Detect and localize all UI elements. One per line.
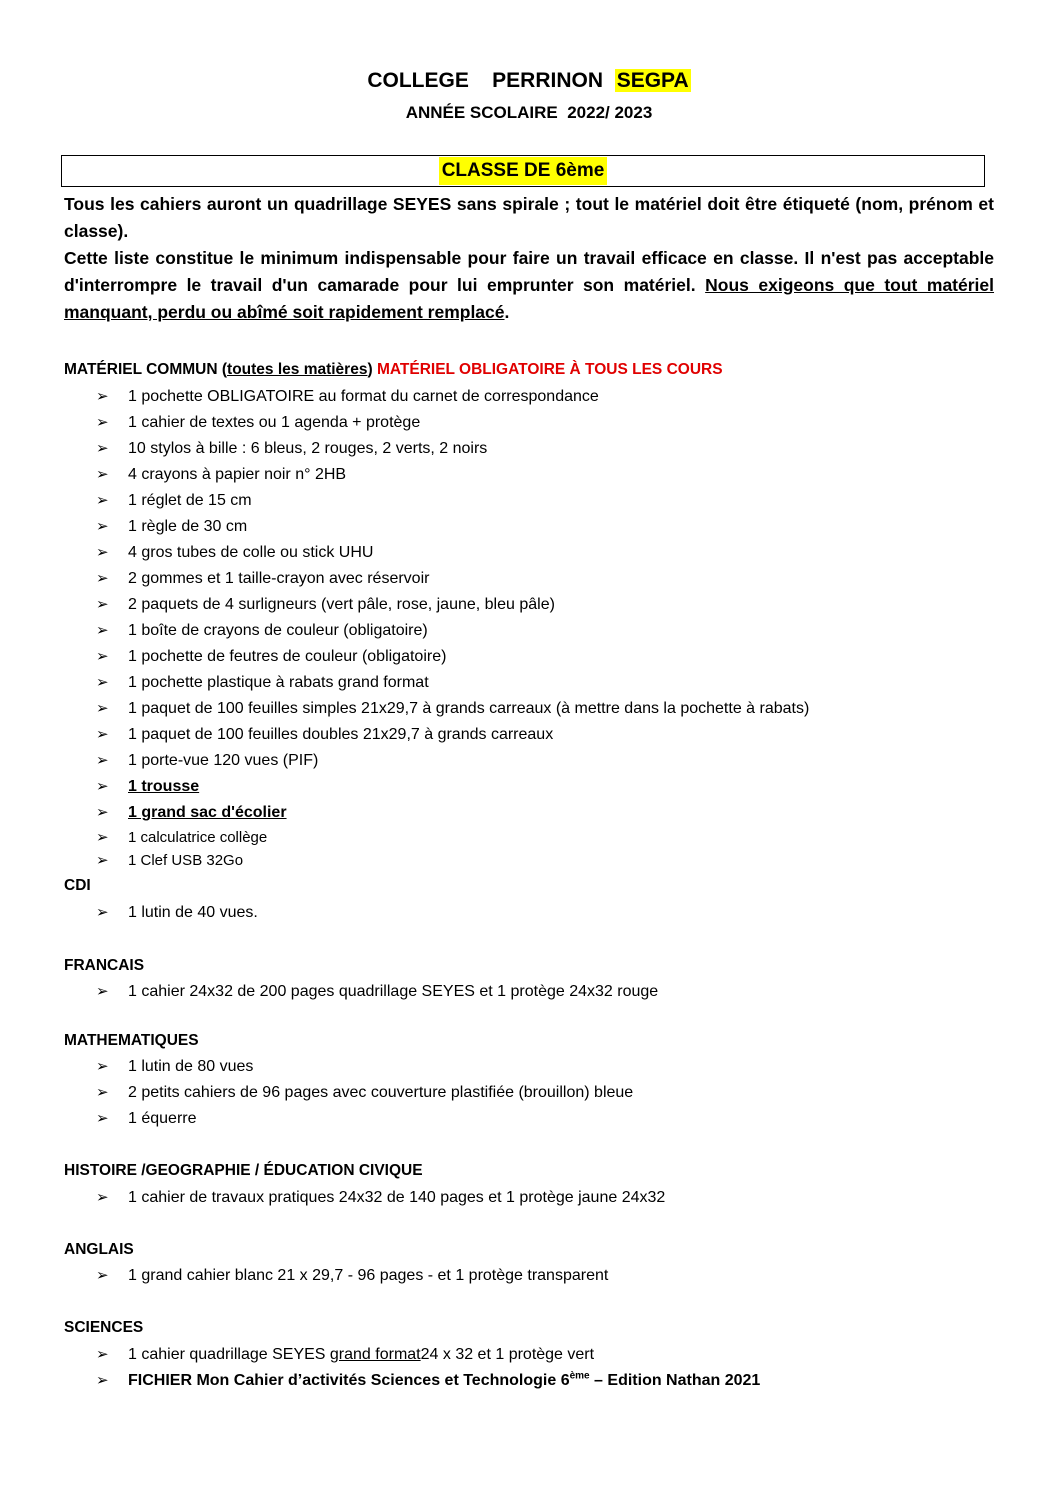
item-text: 4 crayons à papier noir n° 2HB	[128, 466, 347, 483]
list-item	[96, 1185, 665, 1211]
list-item	[96, 722, 809, 748]
arrowhead-bullet-icon: ➢	[96, 414, 109, 431]
list-item	[96, 462, 809, 488]
item-text: 1 grand sac d'écolier	[128, 804, 287, 821]
arrowhead-bullet-icon: ➢	[96, 674, 109, 691]
list-item	[96, 774, 809, 800]
item-superscript: ème	[569, 1370, 590, 1382]
arrowhead-bullet-icon: ➢	[96, 440, 109, 457]
list-item	[96, 826, 267, 849]
list-item	[96, 696, 809, 722]
arrowhead-bullet-icon: ➢	[96, 1110, 109, 1127]
arrowhead-bullet-icon: ➢	[96, 778, 109, 795]
list-item	[96, 644, 809, 670]
title-text: COLLEGE PERRINON	[367, 69, 615, 92]
arrowhead-bullet-icon: ➢	[96, 388, 109, 405]
arrowhead-bullet-icon: ➢	[96, 1084, 109, 1101]
list-item	[96, 670, 809, 696]
item-text: 1 cahier quadrillage SEYES	[128, 1346, 330, 1363]
list-item	[96, 800, 809, 826]
arrowhead-bullet-icon: ➢	[96, 829, 109, 846]
item-text: 1 boîte de crayons de couleur (obligatoire)	[128, 622, 428, 639]
list-item	[96, 1054, 633, 1080]
item-text: 1 porte-vue 120 vues (PIF)	[128, 752, 319, 769]
francais-list	[96, 979, 658, 1005]
item-text: 1 grand cahier blanc 21 x 29,7 - 96 pages - et 1 protège transparent	[128, 1267, 609, 1284]
list-item	[96, 748, 809, 774]
item-text: 2 petits cahiers de 96 pages avec couverture plastifiée (brouillon) bleue	[128, 1084, 634, 1101]
cdi-list	[96, 900, 258, 926]
arrowhead-bullet-icon: ➢	[96, 700, 109, 717]
maths-list	[96, 1054, 633, 1132]
arrowhead-bullet-icon: ➢	[96, 752, 109, 769]
arrowhead-bullet-icon: ➢	[96, 1267, 109, 1284]
item-text: FICHIER Mon Cahier d’activités Sciences et Technologie 6	[128, 1372, 570, 1389]
list-item	[96, 410, 809, 436]
list-item	[96, 514, 809, 540]
list-item	[96, 1263, 608, 1289]
intro-paragraph-1: Tous les cahiers auront un quadrillage SEYES sans spirale ; tout le matériel doit être étiqueté (nom, prénom et classe).	[64, 194, 994, 241]
intro-p2-underlined: Nous exigeons que tout matériel manquant, perdu ou abîmé soit rapidement remplacé	[64, 275, 995, 322]
item-text: 1 lutin de 40 vues.	[128, 904, 258, 921]
item-text: 1 lutin de 80 vues	[128, 1058, 254, 1075]
sciences-list	[96, 1342, 760, 1394]
intro-text	[64, 191, 994, 326]
list-item	[96, 1342, 760, 1368]
materiel-commun-list	[96, 384, 809, 826]
heading-underlined: toutes les matières	[227, 361, 368, 378]
section-heading-francais: FRANCAIS	[64, 957, 145, 974]
list-item	[96, 436, 809, 462]
class-label: CLASSE DE 6ème	[439, 157, 608, 185]
school-year: ANNÉE SCOLAIRE 2022/ 2023	[405, 103, 653, 122]
list-item	[96, 592, 809, 618]
list-item	[96, 1080, 633, 1106]
arrowhead-bullet-icon: ➢	[96, 1058, 109, 1075]
item-text: 1 pochette de feutres de couleur (obligatoire)	[128, 648, 447, 665]
list-item	[96, 488, 809, 514]
section-heading-sciences: SCIENCES	[64, 1319, 144, 1336]
histoire-list	[96, 1185, 665, 1211]
item-text: 2 gommes et 1 taille-crayon avec réservoir	[128, 570, 430, 587]
item-text-end: – Edition Nathan 2021	[589, 1372, 761, 1389]
list-item	[96, 979, 658, 1005]
item-text: 1 équerre	[128, 1110, 197, 1127]
arrowhead-bullet-icon: ➢	[96, 1346, 109, 1363]
list-item	[96, 618, 809, 644]
item-text: 1 paquet de 100 feuilles simples 21x29,7 à grands carreaux (à mettre dans la pochette à rabats)	[128, 700, 810, 717]
item-text-underlined: grand format	[329, 1346, 421, 1363]
title-highlight: SEGPA	[616, 69, 689, 92]
list-item	[96, 1368, 760, 1394]
item-text: 2 paquets de 4 surligneurs (vert pâle, rose, jaune, bleu pâle)	[128, 596, 555, 613]
intro-paragraph-2	[64, 245, 994, 326]
item-text: 4 gros tubes de colle ou stick UHU	[128, 544, 374, 561]
item-text: 1 pochette plastique à rabats grand format	[128, 674, 429, 691]
arrowhead-bullet-icon: ➢	[96, 648, 109, 665]
arrowhead-bullet-icon: ➢	[96, 570, 109, 587]
item-text: 1 paquet de 100 feuilles doubles 21x29,7 à grands carreaux	[128, 726, 554, 743]
materiel-commun-list-extra	[96, 826, 267, 872]
item-text: 1 cahier 24x32 de 200 pages quadrillage SEYES et 1 protège 24x32 rouge	[128, 983, 659, 1000]
heading-text-end: )	[367, 361, 377, 378]
item-text: 1 trousse	[128, 778, 200, 795]
arrowhead-bullet-icon: ➢	[96, 983, 109, 1000]
item-text: 1 cahier de travaux pratiques 24x32 de 140 pages et 1 protège jaune 24x32	[128, 1189, 666, 1206]
arrowhead-bullet-icon: ➢	[96, 904, 109, 921]
arrowhead-bullet-icon: ➢	[96, 1189, 109, 1206]
intro-p2-text: Cette liste constitue le minimum indispensable pour faire un travail efficace en classe. Il n'est pas acceptable d'interrompre le travail d'un camarade pour lui emprunter son matériel.	[64, 248, 994, 295]
item-text: 1 Clef USB 32Go	[128, 852, 244, 869]
arrowhead-bullet-icon: ➢	[96, 492, 109, 509]
arrowhead-bullet-icon: ➢	[96, 726, 109, 743]
arrowhead-bullet-icon: ➢	[96, 852, 109, 869]
list-item	[96, 566, 809, 592]
section-heading-maths: MATHEMATIQUES	[64, 1032, 199, 1049]
item-text: 1 cahier de textes ou 1 agenda + protège	[128, 414, 421, 431]
arrowhead-bullet-icon: ➢	[96, 804, 109, 821]
item-text: 10 stylos à bille : 6 bleus, 2 rouges, 2 verts, 2 noirs	[128, 440, 488, 457]
list-item	[96, 384, 809, 410]
arrowhead-bullet-icon: ➢	[96, 544, 109, 561]
arrowhead-bullet-icon: ➢	[96, 1372, 109, 1389]
item-text: 1 calculatrice collège	[128, 829, 268, 846]
class-box	[61, 155, 985, 187]
anglais-list	[96, 1263, 608, 1289]
list-item	[96, 900, 258, 926]
item-text: 1 réglet de 15 cm	[128, 492, 252, 509]
heading-mandatory: MATÉRIEL OBLIGATOIRE À TOUS LES COURS	[376, 361, 723, 378]
section-heading-histoire: HISTOIRE /GEOGRAPHIE / ÉDUCATION CIVIQUE	[64, 1162, 423, 1179]
intro-p2-end: .	[504, 302, 510, 322]
arrowhead-bullet-icon: ➢	[96, 622, 109, 639]
section-heading-materiel-commun	[64, 359, 723, 381]
arrowhead-bullet-icon: ➢	[96, 466, 109, 483]
item-text: 1 règle de 30 cm	[128, 518, 248, 535]
heading-text: MATÉRIEL COMMUN (	[64, 361, 228, 378]
list-item	[96, 1106, 633, 1132]
item-text-end: 24 x 32 et 1 protège vert	[420, 1346, 595, 1363]
list-item	[96, 849, 267, 872]
section-heading-cdi: CDI	[64, 877, 91, 894]
list-item	[96, 540, 809, 566]
arrowhead-bullet-icon: ➢	[96, 518, 109, 535]
arrowhead-bullet-icon: ➢	[96, 596, 109, 613]
item-text: 1 pochette OBLIGATOIRE au format du carnet de correspondance	[128, 388, 599, 405]
section-heading-anglais: ANGLAIS	[64, 1241, 134, 1258]
page-title	[0, 66, 1058, 96]
